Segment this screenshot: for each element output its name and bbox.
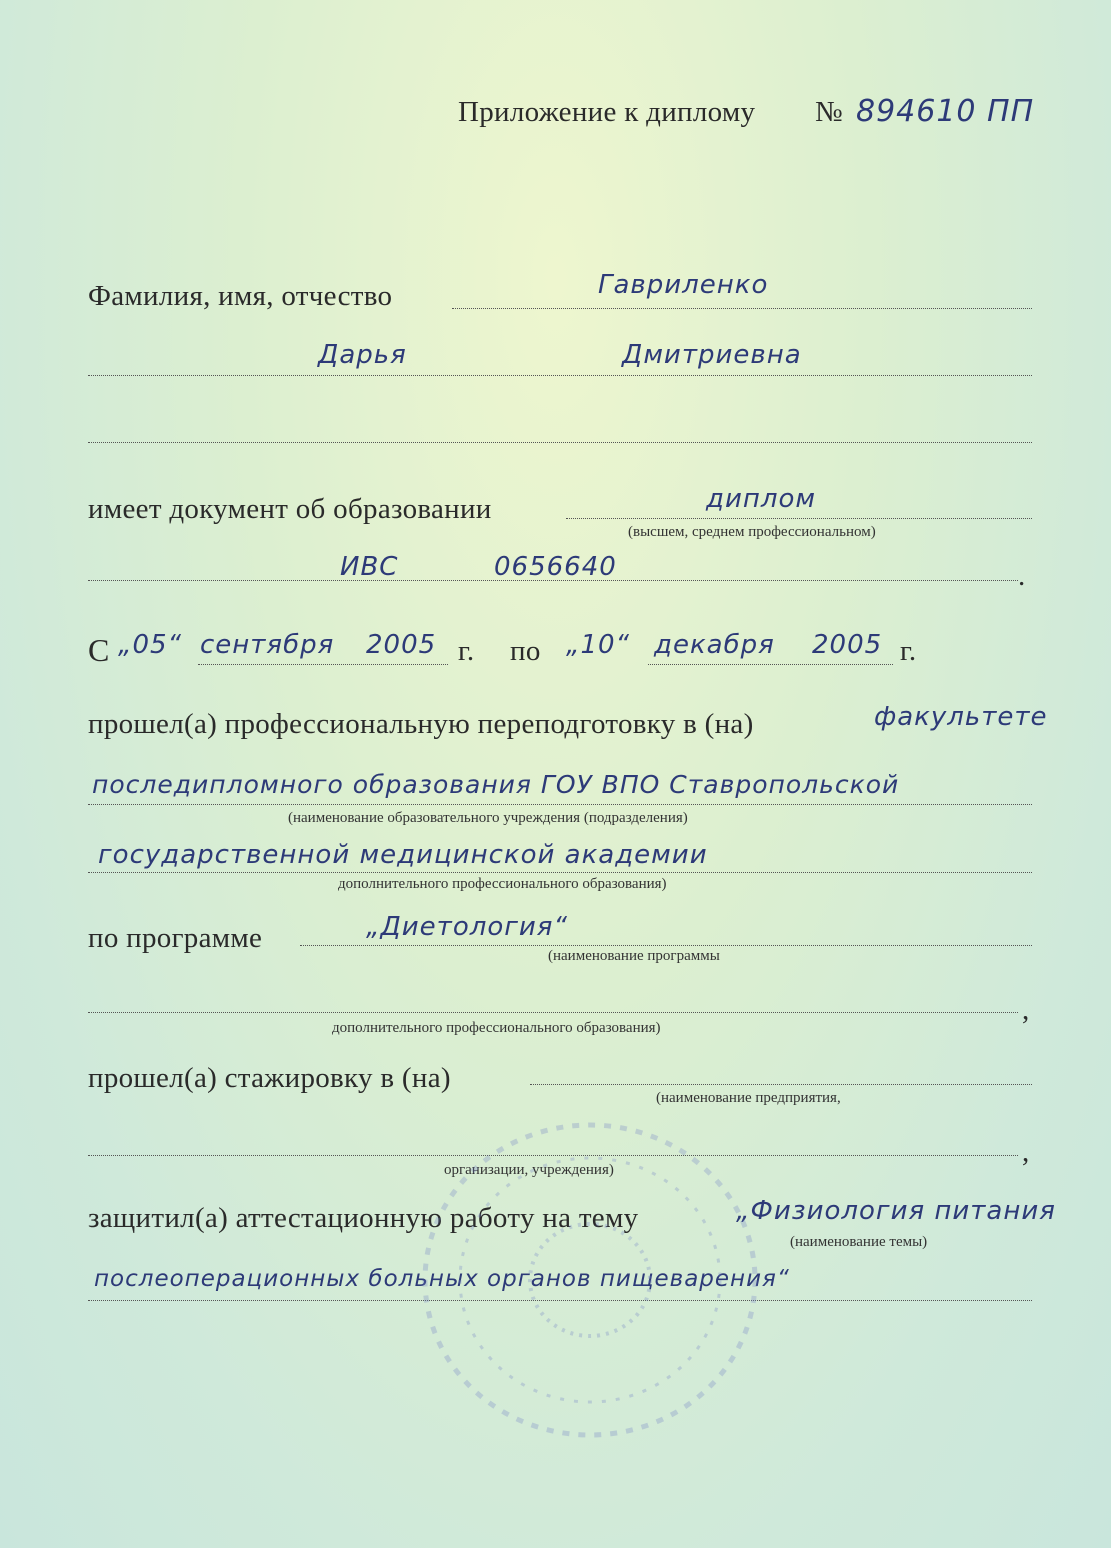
program-value: „Диетология“	[366, 912, 568, 942]
doc-number: 0656640	[494, 552, 617, 582]
education-line	[566, 518, 1032, 519]
retraining-hint-1: (наименование образовательного учреждения (подразделения)	[288, 810, 688, 826]
education-value: диплом	[706, 484, 817, 514]
thesis-line-1: „Физиология питания	[736, 1196, 1056, 1226]
fullname-label: Фамилия, имя, отчество	[88, 280, 393, 312]
period-from-day: „05“	[118, 630, 183, 660]
program-label: по программе	[88, 922, 263, 954]
program-comma: ,	[1022, 994, 1030, 1026]
retraining-line-2-rule	[88, 804, 1032, 805]
patronymic-value: Дмитриевна	[622, 340, 802, 370]
fullname-line-1	[452, 308, 1032, 309]
internship-hint-2: организации, учреждения)	[444, 1162, 614, 1178]
internship-hint-1: (наименование предприятия,	[656, 1090, 841, 1106]
number-sign: №	[815, 96, 843, 128]
period-year-suffix-2: г.	[900, 635, 917, 667]
retraining-hint-2: дополнительного профессионального образования)	[338, 876, 667, 892]
thesis-hint: (наименование темы)	[790, 1234, 928, 1250]
thesis-label: защитил(а) аттестационную работу на тему	[88, 1202, 639, 1234]
program-hint-1: (наименование программы	[548, 948, 720, 964]
retraining-label: прошел(а) профессиональную переподготовку в (на)	[88, 708, 754, 740]
fullname-line-2	[88, 375, 1032, 376]
period-to-line	[648, 664, 893, 665]
doc-end-dot: .	[1018, 560, 1026, 592]
document-title: Приложение к диплому	[458, 96, 756, 128]
thesis-line-2: послеоперационных больных органов пищеварения“	[94, 1266, 790, 1292]
retraining-line-3-rule	[88, 872, 1032, 873]
internship-label: прошел(а) стажировку в (на)	[88, 1062, 451, 1094]
period-to-day: „10“	[566, 630, 631, 660]
retraining-line-2: последипломного образования ГОУ ВПО Ставропольской	[92, 770, 900, 799]
education-hint: (высшем, среднем профессиональном)	[628, 524, 876, 540]
program-hint-2: дополнительного профессионального образования)	[332, 1020, 661, 1036]
retraining-line-1: факультете	[874, 702, 1048, 732]
period-year-suffix: г.	[458, 635, 475, 667]
program-line	[300, 945, 1032, 946]
program-line-2	[88, 1012, 1018, 1013]
diploma-number: 894610 ПП	[856, 94, 1035, 129]
period-to-label: по	[510, 635, 541, 667]
internship-line	[530, 1084, 1032, 1085]
first-name-value: Дарья	[318, 340, 407, 370]
fullname-line-3	[88, 442, 1032, 443]
period-from-year: 2005	[366, 630, 437, 660]
period-from-line	[198, 664, 448, 665]
period-from-month: сентября	[200, 630, 335, 660]
doc-series: ИВС	[340, 552, 399, 582]
round-seal-stamp	[410, 1110, 770, 1450]
retraining-line-3: государственной медицинской академии	[98, 840, 708, 870]
period-from-label: С	[88, 632, 110, 668]
surname-value: Гавриленко	[598, 270, 769, 300]
education-label: имеет документ об образовании	[88, 493, 492, 525]
internship-comma: ,	[1022, 1136, 1030, 1168]
period-to-month: декабря	[654, 630, 775, 660]
period-to-year: 2005	[812, 630, 883, 660]
